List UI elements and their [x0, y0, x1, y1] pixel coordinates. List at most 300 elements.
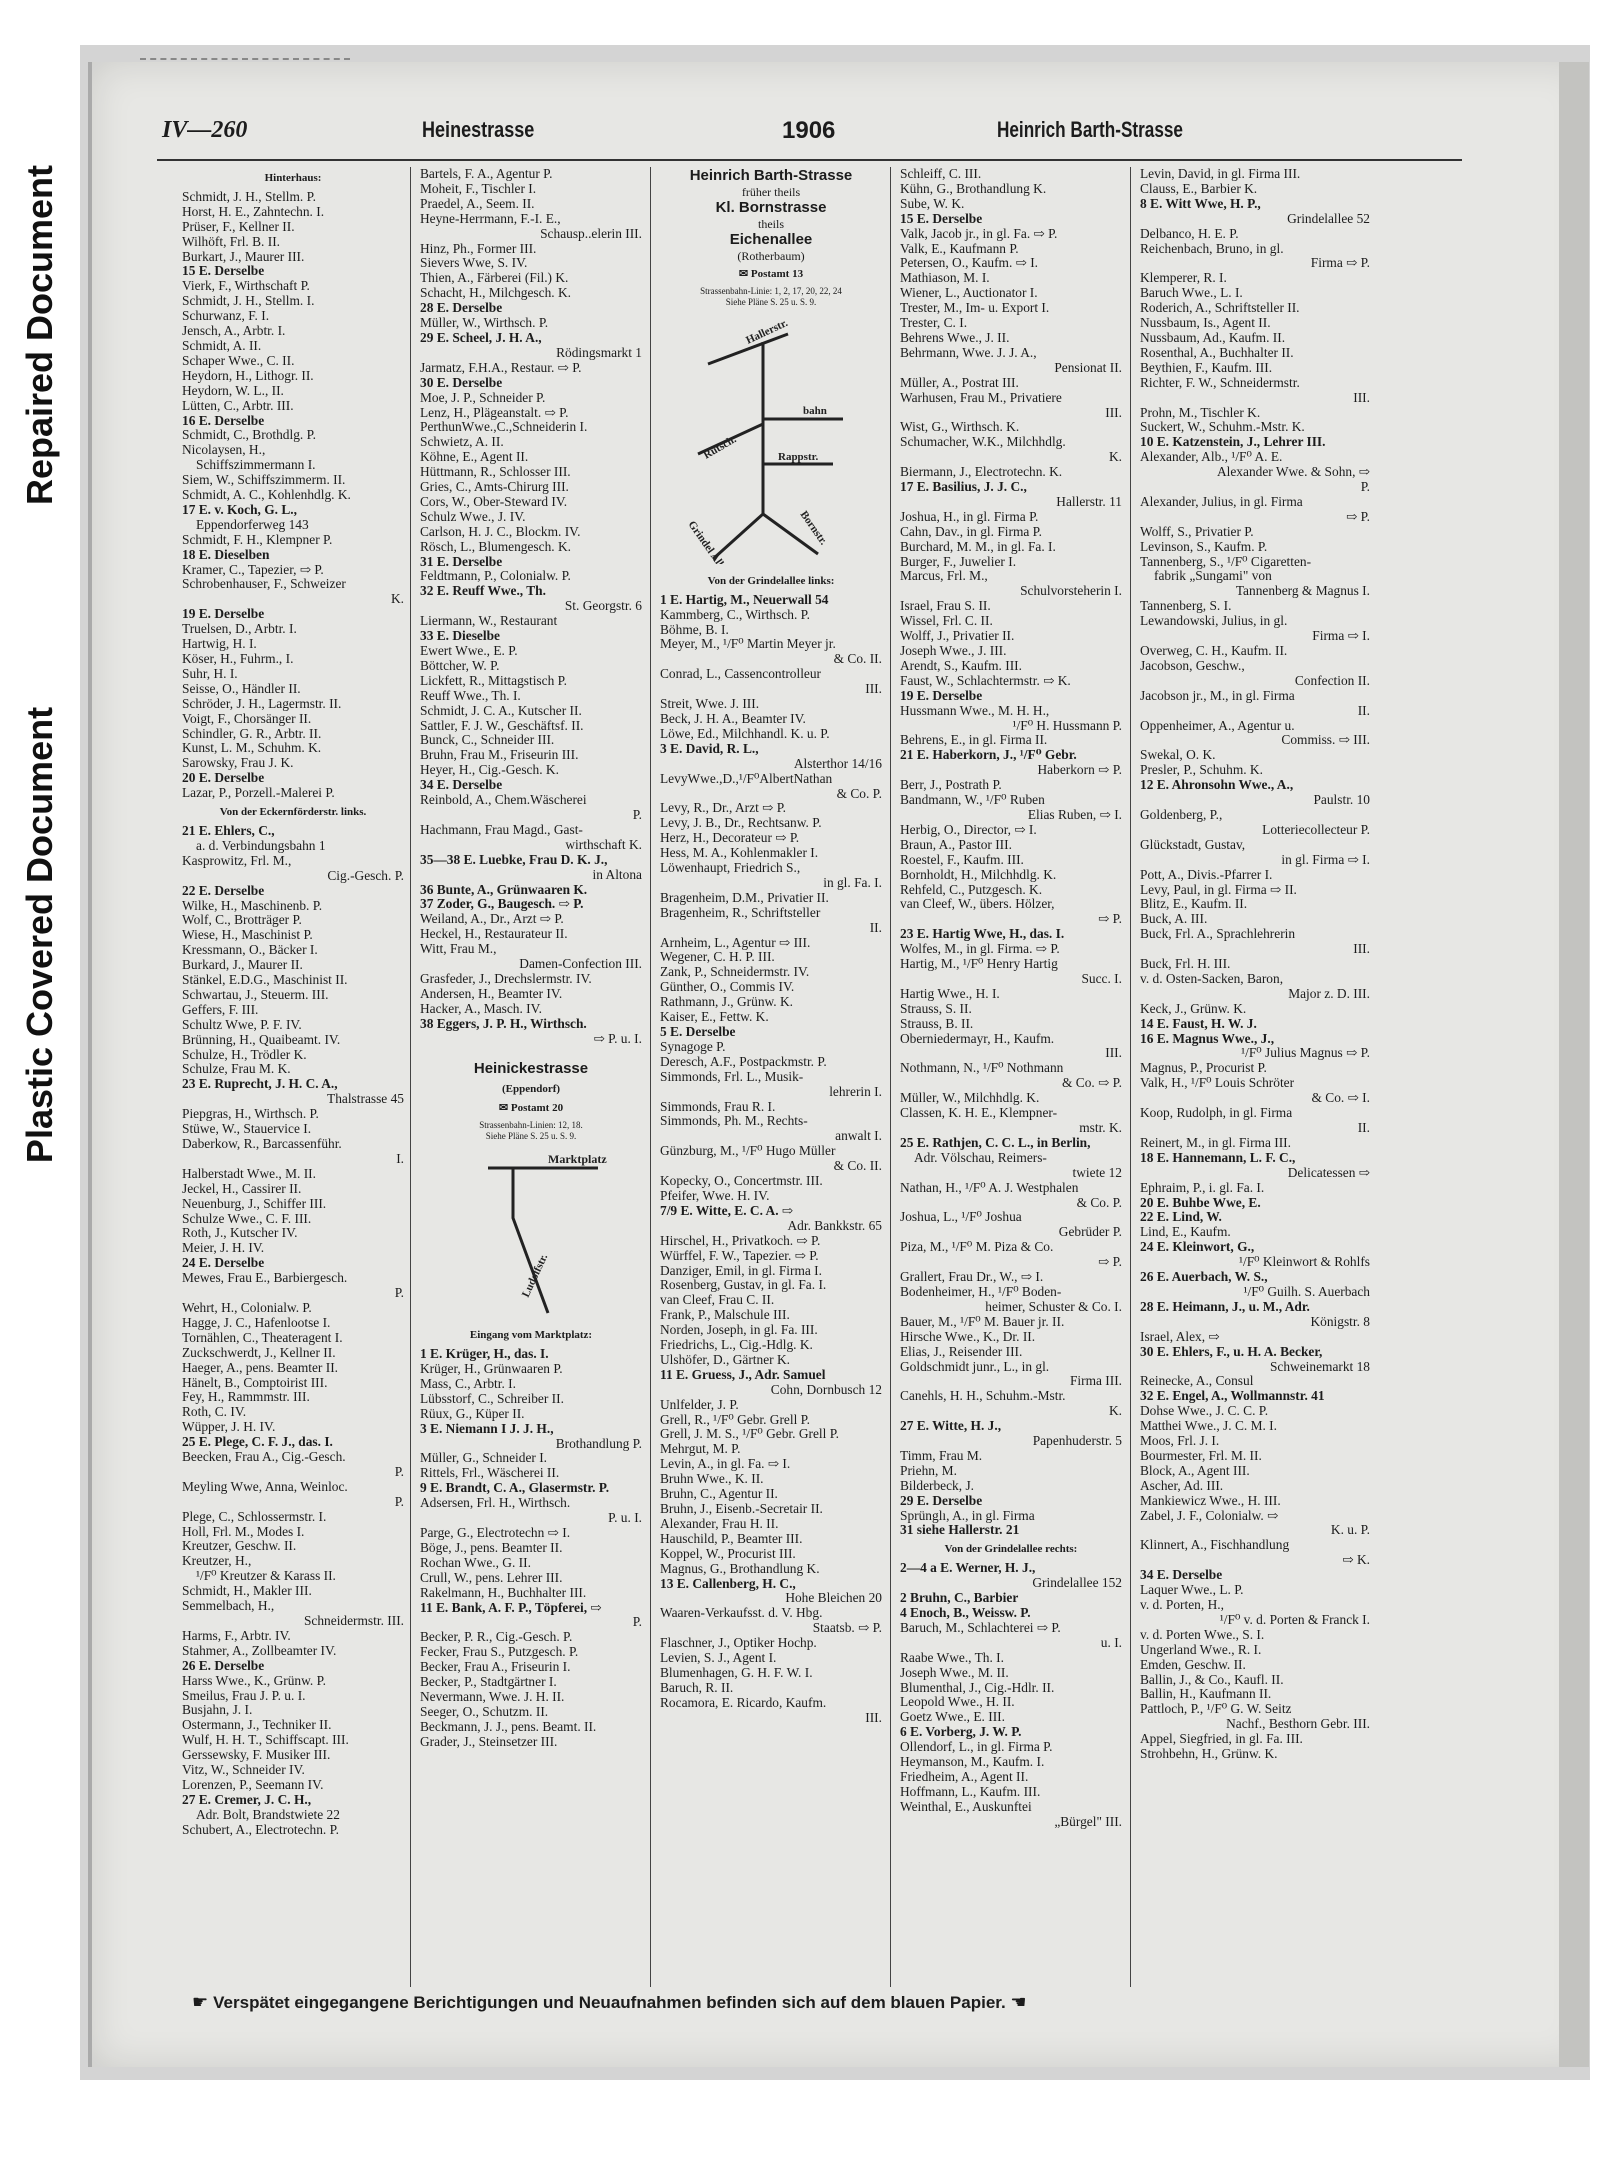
directory-entry: Müller, G., Schneider I. — [420, 1451, 548, 1466]
directory-entry: Ascher, Ad. III. — [1140, 1478, 1224, 1493]
directory-entry: Wegener, C. H. P. III. — [660, 950, 775, 965]
directory-entry: Strohbehn, H., Grünw. K. — [1140, 1747, 1278, 1762]
entry-continuation: mstr. K. — [1079, 1121, 1122, 1135]
house-number-entry: 7/9 E. Witte, E. C. A. ⇨ — [660, 1203, 794, 1218]
entry-continuation: „Bürgel" III. — [1054, 1814, 1122, 1829]
directory-entry: Müller, W., Milchhdlg. K. — [900, 1091, 1040, 1106]
house-number-entry: 18 E. Dieselben — [182, 547, 270, 562]
directory-entry: Reichenbach, Bruno, in gl. — [1140, 241, 1284, 256]
directory-entry: Hacker, A., Masch. IV. — [420, 1001, 542, 1016]
directory-entry: Wist, G., Wirthsch. K. — [900, 420, 1020, 435]
entry-continuation: Eppendorferweg 143 — [196, 517, 309, 532]
directory-entry: Zabel, J. F., Colonialw. ⇨ — [1140, 1508, 1279, 1523]
directory-entry: Richter, F. W., Schneidermstr. — [1140, 375, 1300, 390]
entry-continuation: Staatsb. ⇨ P. — [812, 1621, 882, 1636]
directory-entry: Behrens Wwe., J. II. — [900, 330, 1010, 345]
directory-entry: Hussmann Wwe., M. H. H., — [900, 703, 1050, 718]
directory-entry: Oberniedermayr, H., Kaufm. — [900, 1031, 1055, 1046]
house-number-entry: 8 E. Witt Wwe, H. P., — [1140, 196, 1261, 211]
house-number-entry: 37 Zoder, G., Baugesch. ⇨ P. — [420, 897, 584, 912]
house-number-entry: 11 E. Gruess, J., Adr. Samuel — [660, 1367, 826, 1382]
directory-entry: Blumenthal, J., Cig.-Hdlr. II. — [900, 1680, 1055, 1695]
directory-entry: Burkard, J., Maurer II. — [182, 958, 303, 973]
directory-entry: Schmidt, A. II. — [182, 338, 262, 353]
directory-entry: Conrad, L., Cassencontrolleur — [660, 667, 822, 682]
directory-entry: Schurwanz, F. I. — [182, 309, 270, 324]
directory-entry: Goetz Wwe., E. III. — [900, 1710, 1005, 1725]
directory-entry: Lazar, P., Porzell.-Malerei P. — [182, 786, 335, 801]
directory-entry: Herbig, O., Director, ⇨ I. — [900, 822, 1037, 837]
house-number-entry: 2 Bruhn, C., Barbier — [900, 1591, 1019, 1606]
entry-continuation: III. — [865, 1710, 882, 1725]
entry-continuation: Delicatessen ⇨ — [1287, 1165, 1370, 1180]
directory-entry: Deresch, A.F., Postpackmstr. P. — [660, 1054, 827, 1069]
directory-entry: Heymanson, M., Kaufm. I. — [900, 1755, 1045, 1770]
directory-entry: Emden, Geschw. II. — [1140, 1657, 1246, 1672]
directory-entry: Strauss, B. II. — [900, 1016, 974, 1031]
section-note: Von der Eckernförderstr. links. — [219, 806, 367, 819]
directory-entry: Liermann, W., Restaurant — [420, 614, 558, 629]
entry-continuation: ¹/F⁰ Guilh. S. Auerbach — [1243, 1284, 1370, 1299]
entry-continuation: P. — [632, 1615, 642, 1630]
directory-entry: Böttcher, W. P. — [420, 658, 500, 673]
directory-entry: Levy, Paul, in gl. Firma ⇨ II. — [1140, 882, 1297, 897]
footer-notice — [192, 1992, 1492, 2013]
directory-entry: Schwietz, A. II. — [420, 435, 504, 450]
house-number-entry: 24 E. Kleinwort, G., — [1140, 1240, 1255, 1255]
directory-entry: Bilderbeck, J. — [900, 1478, 975, 1493]
directory-entry: Keck, J., Grünw. K. — [1140, 1001, 1247, 1016]
directory-entry: Hüttmann, R., Schlosser III. — [420, 465, 571, 480]
directory-entry: Hauschild, P., Beamter III. — [660, 1531, 803, 1546]
directory-entry: Wüpper, J. H. IV. — [182, 1420, 276, 1435]
directory-entry: Feldtmann, P., Colonialw. P. — [420, 569, 571, 584]
directory-entry: Adsersen, Frl. H., Wirthsch. — [420, 1496, 571, 1511]
entry-continuation: K. — [1108, 450, 1122, 465]
directory-entry: Israel, Frau S. II. — [900, 599, 991, 614]
directory-entry: Priehn, M. — [900, 1463, 957, 1478]
entry-continuation: Schiffszimmermann I. — [196, 458, 316, 473]
directory-entry: Wiener, L., Auctionator I. — [900, 286, 1038, 301]
column-divider — [890, 167, 891, 1987]
directory-entry: Tornählen, C., Theateragent I. — [182, 1330, 343, 1345]
directory-entry: Roth, C. IV. — [182, 1405, 247, 1420]
directory-entry: Unlfelder, J. P. — [660, 1397, 739, 1412]
directory-entry: Rosenberg, Gustav, in gl. Fa. I. — [660, 1278, 827, 1293]
entry-continuation: Grindelallee 52 — [1287, 211, 1370, 226]
entry-continuation: a. d. Verbindungsbahn 1 — [196, 838, 326, 853]
entry-continuation: Succ. I. — [1081, 971, 1122, 986]
directory-entry: Bornholdt, H., Milchhdlg. K. — [900, 867, 1057, 882]
directory-entry: Rathmann, J., Grünw. K. — [660, 995, 794, 1010]
directory-entry: Weinthal, E., Auskunftei — [900, 1799, 1032, 1814]
house-number-entry: 16 E. Magnus Wwe., J., — [1140, 1031, 1275, 1046]
directory-entry: Reuff Wwe., Th. I. — [420, 688, 521, 703]
directory-entry: Nussbaum, Ad., Kaufm. II. — [1140, 330, 1286, 345]
directory-entry: Lewandowski, Julius, in gl. — [1140, 614, 1288, 629]
column-divider — [1130, 167, 1131, 1987]
entry-continuation: Papenhuderstr. 5 — [1032, 1434, 1122, 1449]
directory-entry: Witt, Frau M., — [420, 942, 497, 957]
directory-entry: Stüwe, W., Stauervice I. — [182, 1122, 312, 1137]
directory-entry: Roestel, F., Kaufm. III. — [900, 852, 1024, 867]
house-number-entry: 20 E. Buhbe Wwe, E. — [1140, 1195, 1261, 1210]
directory-entry: Alexander, Alb., ¹/F⁰ A. E. — [1140, 450, 1283, 465]
directory-entry: Goldenberg, P., — [1140, 807, 1223, 822]
house-number-entry: 10 E. Katzenstein, J., Lehrer III. — [1140, 435, 1326, 450]
directory-entry: Günther, O., Commis IV. — [660, 980, 795, 995]
entry-continuation: ⇨ P. — [1346, 509, 1370, 524]
directory-entry: Kaiser, E., Fettw. K. — [660, 1010, 769, 1025]
directory-entry: Rehfeld, C., Putzgesch. K. — [900, 882, 1043, 897]
directory-entry: PerthunWwe.,C.,Schneiderin I. — [420, 420, 588, 435]
map-label-born: Bornstr. — [797, 508, 830, 548]
directory-entry: Kammberg, C., Wirthsch. P. — [660, 607, 810, 622]
directory-entry: Lickfett, R., Mittagstisch P. — [420, 673, 567, 688]
directory-entry: Piza, M., ¹/F⁰ M. Piza & Co. — [900, 1240, 1054, 1255]
entry-continuation: in gl. Fa. I. — [823, 875, 882, 890]
directory-entry: Köhne, E., Agent II. — [420, 450, 529, 465]
entry-continuation: ⇨ P. u. I. — [593, 1031, 642, 1046]
directory-entry: Appel, Siegfried, in gl. Fa. III. — [1140, 1732, 1303, 1747]
directory-entry: Praedel, A., Seem. II. — [420, 196, 535, 211]
entry-continuation: P. — [394, 1286, 404, 1301]
directory-entry: Meyling Wwe, Anna, Weinloc. — [182, 1479, 348, 1494]
directory-entry: Schulz Wwe., J. IV. — [420, 509, 526, 524]
house-number-entry: 18 E. Hannemann, L. F. C., — [1140, 1150, 1296, 1165]
directory-entry: Rosenthal, A., Buchhalter II. — [1140, 345, 1294, 360]
house-number-entry: 27 E. Cremer, J. C. H., — [182, 1792, 312, 1807]
directory-entry: Buck, Frl. H. III. — [1140, 957, 1231, 972]
directory-entry: Beythien, F., Kaufm. III. — [1140, 360, 1273, 375]
entry-continuation: twiete 12 — [1072, 1165, 1122, 1180]
directory-entry: Ulshöfer, D., Gärtner K. — [660, 1352, 790, 1367]
directory-entry: Schmidt, J. H., Stellm. I. — [182, 294, 315, 309]
directory-entry: Reinecke, A., Consul — [1140, 1374, 1254, 1389]
entry-continuation: Commiss. ⇨ III. — [1281, 733, 1370, 748]
directory-entry: Wilhöft, Frl. B. II. — [182, 234, 281, 249]
house-number-entry: 11 E. Bank, A. F. P., Töpferei, ⇨ — [420, 1600, 602, 1615]
directory-entry: Jacobson jr., M., in gl. Firma — [1140, 688, 1295, 703]
directory-entry: Wehrt, H., Colonialw. P. — [182, 1300, 312, 1315]
directory-entry: Löwe, Ed., Milchhandl. K. u. P. — [660, 726, 830, 741]
directory-entry: Burchard, M. M., in gl. Fa. I. — [900, 539, 1056, 554]
house-number-entry: 17 E. v. Koch, G. L., — [182, 502, 297, 517]
directory-entry: Hagge, J. C., Hafenlootse I. — [182, 1315, 331, 1330]
street-map-heinicke — [428, 1148, 628, 1318]
directory-entry: van Cleef, Frau C. II. — [660, 1293, 775, 1308]
directory-entry: Mathiason, M. I. — [900, 271, 990, 286]
directory-entry: Classen, K. H. E., Klempner- — [900, 1106, 1058, 1121]
directory-entry: Friedheim, A., Agent II. — [900, 1769, 1029, 1784]
entry-continuation: ¹/F⁰ Kleinwort & Rohlfs — [1238, 1255, 1370, 1270]
directory-entry: Oppenheimer, A., Agentur u. — [1140, 718, 1295, 733]
street-note: theils — [758, 217, 784, 231]
house-number-entry: 33 E. Dieselbe — [420, 629, 500, 644]
house-number-entry: 19 E. Derselbe — [182, 607, 265, 622]
directory-entry: Leopold Wwe., H. II. — [900, 1695, 1015, 1710]
house-number-entry: 23 E. Ruprecht, J. H. C. A., — [182, 1077, 338, 1092]
directory-entry: Wolff, S., Privatier P. — [1140, 524, 1254, 539]
directory-entry: Streit, Wwe. J. III. — [660, 697, 760, 712]
directory-entry: Bauer, M., ¹/F⁰ M. Bauer jr. II. — [900, 1314, 1065, 1329]
directory-entry: Thien, A., Färberei (Fil.) K. — [420, 271, 569, 286]
entry-continuation: K. — [390, 592, 404, 607]
directory-entry: Mankiewicz Wwe., H. III. — [1140, 1493, 1281, 1508]
house-number-entry: 5 E. Derselbe — [660, 1025, 736, 1039]
directory-entry: Harms, F., Arbtr. IV. — [182, 1628, 291, 1643]
directory-entry: Jarmatz, F.H.A., Restaur. ⇨ P. — [420, 360, 582, 375]
directory-entry: Schubert, A., Electrotechn. P. — [182, 1822, 339, 1837]
directory-entry: Wissel, Frl. C. II. — [900, 614, 993, 629]
directory-entry: Roth, J., Kutscher IV. — [182, 1226, 298, 1241]
entry-continuation: P. — [394, 1464, 404, 1479]
entry-continuation: Pensionat II. — [1054, 360, 1122, 375]
house-number-entry: 35—38 E. Luebke, Frau D. K. J., — [420, 852, 608, 867]
tram-note: Strassenbahn-Linien: 12, 18. — [479, 1120, 583, 1131]
entry-continuation: ⇨ K. — [1342, 1553, 1370, 1568]
directory-entry: Reinbold, A., Chem.Wäscherei — [420, 793, 587, 808]
directory-entry: Clauss, E., Barbier K. — [1140, 181, 1258, 196]
directory-entry: Stahmer, A., Zollbeamter IV. — [182, 1643, 337, 1658]
house-number-entry: 29 E. Derselbe — [900, 1493, 983, 1508]
directory-entry: Günzburg, M., ¹/F⁰ Hugo Müller — [660, 1144, 836, 1159]
entry-continuation: Paulstr. 10 — [1313, 793, 1370, 808]
directory-entry: Schröder, J. H., Lagermstr. II. — [182, 696, 342, 711]
directory-entry: Berr, J., Postrath P. — [900, 778, 1002, 793]
map-container — [668, 314, 882, 568]
directory-entry: Timm, Frau M. — [900, 1448, 983, 1463]
directory-entry: Pfeifer, Wwe. H. IV. — [660, 1188, 770, 1203]
entry-continuation: Grindelallee 152 — [1032, 1576, 1122, 1591]
directory-entry: Kopecky, O., Concertmstr. III. — [660, 1174, 823, 1189]
directory-entry: Zank, P., Schneidermstr. IV. — [660, 965, 810, 980]
directory-entry: Cahn, Dav., in gl. Firma P. — [900, 524, 1042, 539]
column-divider — [650, 167, 651, 1987]
street-heading: Eichenallee — [729, 231, 813, 248]
entry-continuation: P. u. I. — [608, 1511, 642, 1526]
directory-entry: Braun, A., Pastor III. — [900, 837, 1012, 852]
header-street-left: Heinestrasse — [422, 117, 535, 142]
directory-entry: Koop, Rudolph, in gl. Firma — [1140, 1106, 1293, 1121]
entry-continuation: Firma ⇨ I. — [1312, 629, 1370, 644]
entry-continuation: III. — [865, 682, 882, 697]
directory-entry: Holl, Frl. M., Modes I. — [182, 1524, 305, 1539]
directory-entry: Wilke, H., Maschinenb. P. — [182, 898, 323, 913]
house-number-entry: 24 E. Derselbe — [182, 1256, 265, 1271]
directory-entry: Prohn, M., Tischler K. — [1140, 405, 1261, 420]
directory-entry: Mehrgut, M. P. — [660, 1442, 741, 1457]
footer-text: Verspätet eingegangene Berichtigungen und Neuaufnahmen befinden sich auf dem blauen Papier. — [213, 1993, 1006, 2012]
directory-entry: Pattloch, P., ¹/F⁰ G. W. Seitz — [1140, 1702, 1292, 1717]
directory-entry: Ostermann, J., Techniker II. — [182, 1718, 332, 1733]
house-number-entry: 14 E. Faust, H. W. J. — [1140, 1016, 1257, 1031]
directory-entry: Bruhn, J., Eisenb.-Secretair II. — [660, 1502, 823, 1516]
directory-entry: Weiland, A., Dr., Arzt ⇨ P. — [420, 912, 564, 927]
directory-entry: Gries, C., Amts-Chirurg III. — [420, 480, 569, 495]
directory-entry: Siem, W., Schiffszimmerm. II. — [182, 473, 346, 488]
directory-entry: Magnus, G., Brothandlung K. — [660, 1561, 820, 1576]
directory-entry: Ephraim, P., i. gl. Fa. I. — [1140, 1180, 1265, 1195]
directory-entry: Schmidt, J. C. A., Kutscher II. — [420, 703, 582, 718]
entry-continuation: Adr. Bolt, Brandstwiete 22 — [196, 1807, 340, 1822]
directory-entry: Trester, C. I. — [900, 316, 968, 331]
entry-continuation: Alsterthor 14/16 — [793, 756, 882, 771]
house-number-entry: 26 E. Auerbach, W. S., — [1140, 1270, 1268, 1285]
directory-entry: Ballin, J., & Co., Kaufl. II. — [1140, 1672, 1284, 1687]
directory-entry: Truelsen, D., Arbtr. I. — [182, 622, 297, 637]
directory-entry: Petersen, O., Kaufm. ⇨ I. — [900, 256, 1039, 271]
entry-continuation: heimer, Schuster & Co. I. — [985, 1299, 1122, 1314]
entry-continuation: Schneidermstr. III. — [303, 1614, 404, 1628]
entry-continuation: ¹/F⁰ Kreutzer & Karass II. — [196, 1569, 336, 1584]
directory-entry: Schulze, Frau M. K. — [182, 1062, 291, 1077]
directory-entry: Alexander, Frau H. II. — [660, 1516, 779, 1531]
section-note: ✉ Postamt 20 — [498, 1102, 564, 1115]
entry-continuation: & Co. P. — [836, 786, 882, 801]
house-number-entry: 22 E. Lind, W. — [1140, 1210, 1222, 1225]
directory-entry: Block, A., Agent III. — [1140, 1463, 1250, 1478]
entry-continuation: Schulvorsteherin I. — [1020, 584, 1122, 599]
entry-continuation: Damen-Confection III. — [519, 957, 642, 972]
directory-column-1 — [182, 167, 404, 1987]
directory-entry: Sprünglı, A., in gl. Firma — [900, 1508, 1035, 1523]
map-label-marktplatz: Marktplatz — [548, 1152, 607, 1167]
directory-entry: Schleiff, C. III. — [900, 167, 982, 181]
directory-entry: Hinz, Ph., Former III. — [420, 241, 537, 256]
house-number-entry: 31 E. Derselbe — [420, 554, 503, 569]
house-number-entry: 1 E. Hartig, M., Neuerwall 54 — [660, 592, 829, 607]
house-number-entry: 21 E. Ehlers, C., — [182, 823, 275, 838]
directory-entry: Levien, S. J., Agent I. — [660, 1651, 777, 1666]
directory-entry: Schmidt, H., Makler III. — [182, 1584, 312, 1599]
entry-continuation: Adr. Bankkstr. 65 — [787, 1218, 882, 1233]
entry-continuation: Thalstrasse 45 — [327, 1092, 404, 1107]
house-number-entry: 23 E. Hartig Wwe, H., das. I. — [900, 927, 1065, 942]
entry-continuation: Firma III. — [1069, 1374, 1122, 1389]
house-number-entry: 2—4 a E. Werner, H. J., — [900, 1561, 1036, 1576]
directory-entry: Joseph Wwe., J. III. — [900, 644, 1007, 658]
directory-entry: Kunst, L. M., Schuhm. K. — [182, 741, 322, 756]
directory-entry: Schulze Wwe., C. F. III. — [182, 1211, 312, 1226]
directory-entry: Nothmann, N., ¹/F⁰ Nothmann — [900, 1061, 1064, 1076]
house-number-entry: 31 siehe Hallerstr. 21 — [900, 1523, 1020, 1538]
entry-continuation: Lotteriecollecteur P. — [1262, 822, 1370, 837]
directory-entry: Kühn, G., Brothandlung K. — [900, 181, 1047, 196]
directory-entry: Lübsstorf, C., Schreiber II. — [420, 1391, 564, 1406]
directory-entry: Buck, A. III. — [1140, 912, 1208, 927]
directory-entry: Delbanco, H. E. P. — [1140, 226, 1239, 241]
directory-entry: Ewert Wwe., E. P. — [420, 644, 518, 658]
directory-entry: Grell, R., ¹/F⁰ Gebr. Grell P. — [660, 1412, 810, 1427]
page-reference: IV—260 — [162, 117, 248, 143]
directory-entry: Harss Wwe., K., Grünw. P. — [182, 1673, 326, 1688]
house-number-entry: 15 E. Derselbe — [900, 211, 983, 226]
directory-page — [88, 62, 1589, 2067]
map-label-grindel: Grindel Allee — [685, 518, 732, 564]
house-number-entry: 25 E. Rathjen, C. C. L., in Berlin, — [900, 1135, 1091, 1150]
entry-continuation: Confection II. — [1294, 673, 1370, 688]
directory-entry: Warhusen, Frau M., Privatiere — [900, 390, 1062, 405]
directory-entry: Grallert, Frau Dr., W., ⇨ I. — [900, 1270, 1044, 1285]
entry-continuation: K. — [1108, 1404, 1122, 1419]
directory-entry: Simmonds, Ph. M., Rechts- — [660, 1114, 808, 1129]
directory-entry: Horst, H. E., Zahntechn. I. — [182, 204, 325, 219]
directory-entry: Parge, G., Electrotechn ⇨ I. — [420, 1525, 571, 1540]
house-number-entry: 1 E. Krüger, H., das. I. — [420, 1347, 549, 1362]
directory-entry: Suckert, W., Schuhm.-Mstr. K. — [1140, 420, 1305, 435]
directory-entry: Rösch, L., Blumengesch. K. — [420, 539, 571, 554]
house-number-entry: 17 E. Basilius, J. J. C., — [900, 480, 1027, 495]
directory-entry: Joshua, H., in gl. Firma P. — [900, 509, 1039, 524]
directory-entry: Fecker, Frau S., Putzgesch. P. — [420, 1645, 579, 1660]
directory-entry: Andersen, H., Beamter IV. — [420, 986, 563, 1001]
directory-entry: Rocamora, E. Ricardo, Kaufm. — [660, 1695, 827, 1710]
directory-entry: Hartig, M., ¹/F⁰ Henry Hartig — [900, 957, 1058, 972]
directory-entry: Presler, P., Schuhm. K. — [1140, 763, 1263, 778]
directory-entry: Hartwig, H. I. — [182, 637, 257, 652]
directory-entry: Wolff, J., Privatier II. — [900, 629, 1015, 644]
directory-entry: Glückstadt, Gustav, — [1140, 837, 1246, 852]
directory-entry: Koppel, W., Procurist III. — [660, 1546, 796, 1561]
section-note: Eingang vom Marktplatz: — [469, 1329, 593, 1342]
street-heading: Heinickestrasse — [473, 1060, 589, 1078]
entry-continuation: P. — [632, 807, 642, 822]
directory-entry: Schwartau, J., Steuerm. III. — [182, 987, 329, 1002]
directory-entry: Hachmann, Frau Magd., Gast- — [420, 822, 583, 837]
directory-entry: Levin, A., in gl. Fa. ⇨ I. — [660, 1457, 791, 1472]
map-label-rutsch: Rutsch. — [701, 433, 739, 462]
directory-entry: Bodenheimer, H., ¹/F⁰ Boden- — [900, 1284, 1062, 1299]
directory-entry: Hirsche Wwe., K., Dr. II. — [900, 1329, 1036, 1344]
directory-entry: Neuenburg, J., Schiffer III. — [182, 1196, 327, 1211]
directory-entry: Vierk, F., Wirthschaft P. — [182, 279, 310, 294]
house-number-entry: 20 E. Derselbe — [182, 771, 265, 786]
directory-entry: Klinnert, A., Fischhandlung — [1140, 1538, 1290, 1553]
map-container — [428, 1148, 642, 1322]
directory-entry: Danziger, Emil, in gl. Firma I. — [660, 1263, 822, 1278]
entry-continuation: Cig.-Gesch. P. — [327, 868, 404, 883]
directory-entry: Kramer, C., Tapezier, ⇨ P. — [182, 562, 324, 577]
directory-entry: Daberkow, R., Barcassenführ. — [182, 1137, 342, 1151]
street-map-barth — [668, 314, 868, 564]
entry-continuation: ¹/F⁰ H. Hussmann P. — [1012, 718, 1122, 733]
entry-continuation: Königstr. 8 — [1310, 1314, 1370, 1329]
entry-continuation: Rödingsmarkt 1 — [556, 345, 642, 360]
directory-entry: Levy, R., Dr., Arzt ⇨ P. — [660, 801, 787, 816]
directory-entry: Nevermann, Wwe. J. H. II. — [420, 1689, 565, 1704]
directory-entry: Jacobson, Geschw., — [1140, 658, 1245, 673]
house-number-entry: 26 E. Derselbe — [182, 1658, 265, 1673]
directory-entry: Hartig Wwe., H. I. — [900, 986, 1000, 1001]
street-heading: Kl. Bornstrasse — [715, 199, 827, 216]
directory-entry: Lütten, C., Arbtr. III. — [182, 398, 294, 413]
section-note: Von der Grindelallee links: — [707, 574, 835, 587]
house-number-entry: 3 E. David, R. L., — [660, 741, 759, 756]
directory-entry: Gerssewsky, F. Musiker III. — [182, 1748, 331, 1763]
directory-entry: Alexander, Julius, in gl. Firma — [1140, 494, 1303, 509]
directory-entry: Beckmann, J. J., pens. Beamt. II. — [420, 1719, 597, 1734]
directory-entry: Heydorn, H., Lithogr. II. — [182, 368, 314, 383]
directory-entry: Friedrichs, L., Cig.-Hdlg. K. — [660, 1338, 813, 1353]
directory-entry: Nussbaum, Is., Agent II. — [1140, 316, 1271, 331]
directory-entry: Hänelt, B., Comptoirist III. — [182, 1375, 328, 1390]
directory-entry: Lenz, H., Plägeanstalt. ⇨ P. — [420, 405, 569, 420]
directory-entry: Lind, E., Kaufm. — [1140, 1225, 1231, 1240]
directory-entry: Moheit, F., Tischler I. — [420, 181, 537, 196]
directory-entry: Bragenheim, R., Schriftsteller — [660, 905, 821, 920]
entry-continuation: Elias Ruben, ⇨ I. — [1027, 807, 1122, 822]
